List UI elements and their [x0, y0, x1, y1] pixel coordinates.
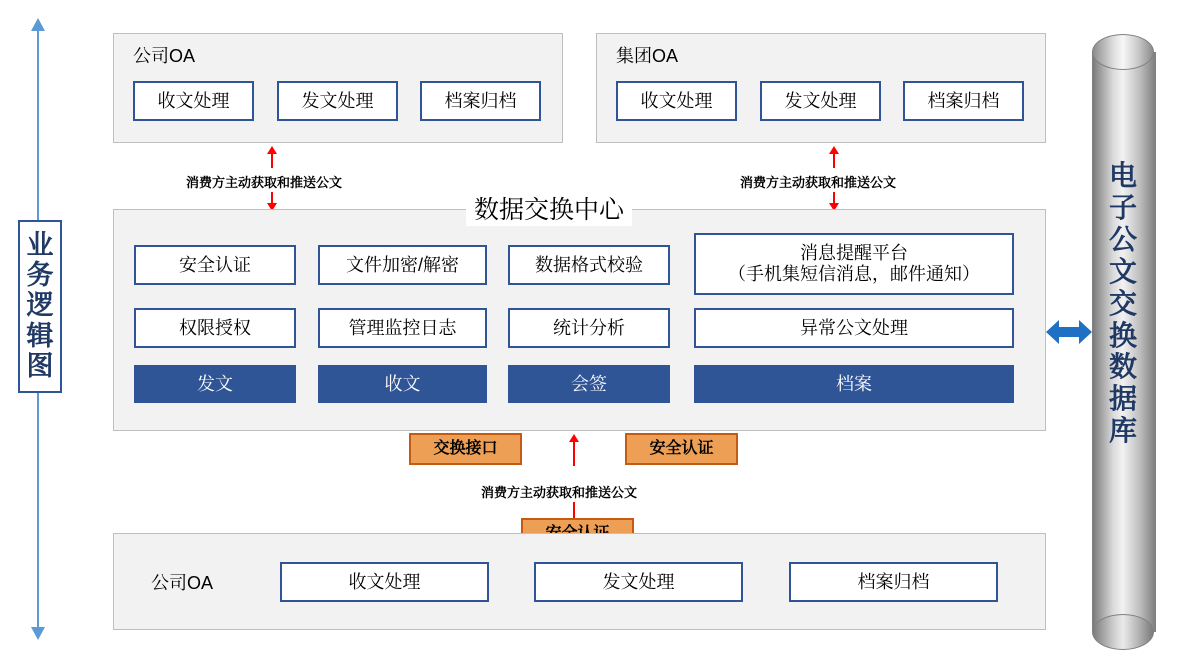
- box-center-send-doc: 发文: [134, 365, 296, 403]
- data-exchange-center-title: 数据交换中心: [466, 190, 632, 226]
- arrow-line-top-right-up: [833, 154, 835, 168]
- box-center-archive: 档案: [694, 365, 1014, 403]
- panel-company-oa-bottom-title: 公司OA: [151, 573, 214, 593]
- box-top-right-item-2: 档案归档: [903, 81, 1024, 121]
- panel-group-oa-top-title: 集团OA: [616, 46, 679, 66]
- arrow-line-bottom-up: [573, 442, 575, 466]
- axis-label-char-3: 辑: [26, 320, 54, 351]
- box-center-monitor-log: 管理监控日志: [318, 308, 487, 348]
- note-top-right: 消费方主动获取和推送公文: [740, 175, 897, 190]
- box-top-left-item-2: 档案归档: [420, 81, 541, 121]
- arrow-up-top-right-icon: [829, 146, 839, 154]
- note-bottom: 消费方主动获取和推送公文: [481, 485, 638, 500]
- database-label-char-7: 据: [1108, 383, 1137, 415]
- database-cylinder-bottom: [1092, 614, 1154, 650]
- box-top-right-item-0: 收文处理: [616, 81, 737, 121]
- box-bottom-item-2: 档案归档: [789, 562, 998, 602]
- box-center-format-check: 数据格式校验: [508, 245, 670, 285]
- panel-company-oa-top-title: 公司OA: [133, 46, 196, 66]
- tag-security-auth-center: 安全认证: [625, 433, 738, 465]
- axis-arrow-down-icon: [31, 627, 45, 640]
- box-center-security-auth: 安全认证: [134, 245, 296, 285]
- box-center-exception-doc: 异常公文处理: [694, 308, 1014, 348]
- notify-platform-line1: 消息提醒平台: [800, 243, 908, 264]
- box-center-countersign: 会签: [508, 365, 670, 403]
- arrow-up-top-left-icon: [267, 146, 277, 154]
- box-bottom-item-1: 发文处理: [534, 562, 743, 602]
- axis-label-char-1: 务: [26, 260, 54, 291]
- arrow-up-bottom-icon: [569, 434, 579, 442]
- box-top-left-item-1: 发文处理: [277, 81, 398, 121]
- database-label-char-1: 子: [1108, 191, 1137, 223]
- box-center-file-encrypt: 文件加密/解密: [318, 245, 487, 285]
- box-top-right-item-1: 发文处理: [760, 81, 881, 121]
- axis-label-char-2: 逻: [26, 290, 54, 321]
- database-label-char-8: 库: [1108, 415, 1137, 447]
- box-center-notify-platform: [694, 233, 1014, 295]
- database-cylinder-top: [1092, 34, 1154, 70]
- double-arrow-icon: [1046, 318, 1092, 346]
- database-label-char-5: 换: [1108, 319, 1137, 351]
- box-top-left-item-0: 收文处理: [133, 81, 254, 121]
- database-label-char-6: 数: [1108, 351, 1137, 383]
- arrow-line-top-left-up: [271, 154, 273, 168]
- database-label-char-2: 公: [1108, 223, 1137, 255]
- database-label-char-0: 电: [1108, 160, 1137, 191]
- database-label-char-3: 文: [1108, 255, 1137, 287]
- box-center-receive-doc: 收文: [318, 365, 487, 403]
- axis-label-char-0: 业: [26, 230, 54, 260]
- notify-platform-line2: （手机集短信消息，邮件通知）: [728, 264, 980, 284]
- tag-exchange-interface: 交换接口: [409, 433, 522, 465]
- box-center-statistics: 统计分析: [508, 308, 670, 348]
- axis-label-char-4: 图: [26, 350, 54, 381]
- box-bottom-item-0: 收文处理: [280, 562, 489, 602]
- box-center-permission: 权限授权: [134, 308, 296, 348]
- database-label-char-4: 交: [1108, 287, 1137, 319]
- note-top-left: 消费方主动获取和推送公文: [186, 175, 343, 190]
- axis-label: [18, 220, 62, 393]
- database-label: [1104, 160, 1142, 447]
